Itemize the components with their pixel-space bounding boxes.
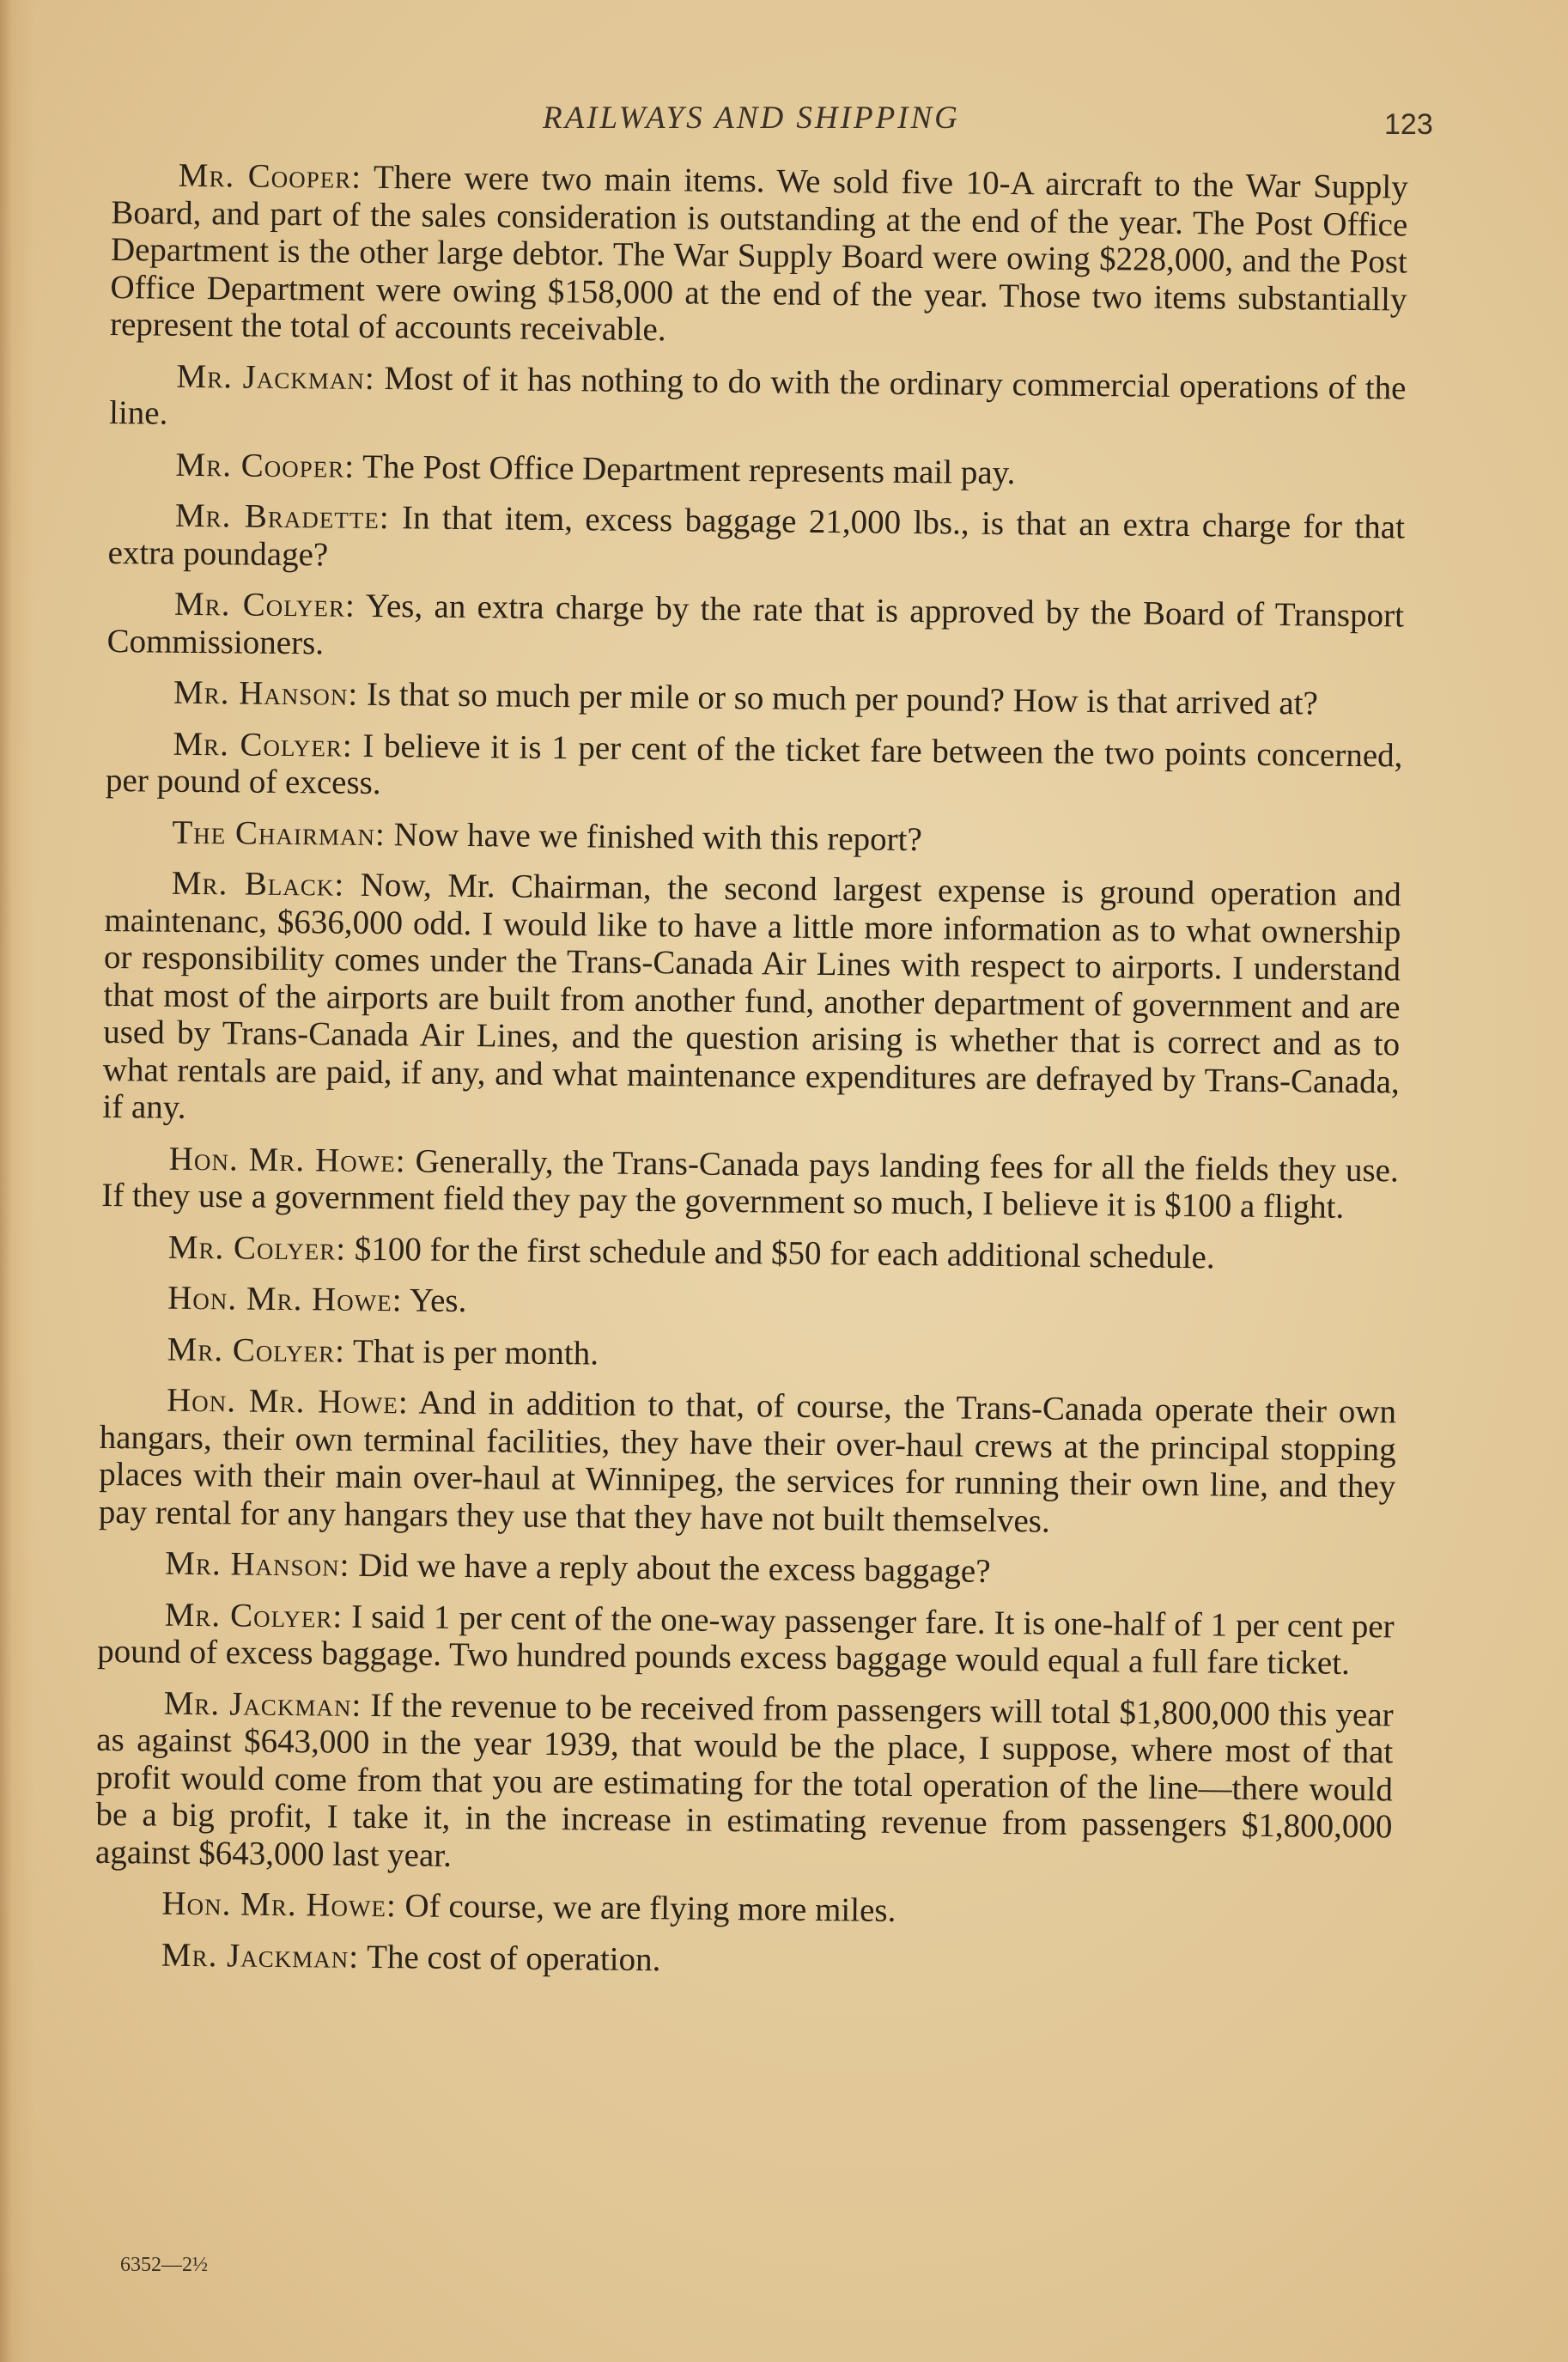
paragraph-text: Generally, the Trans-Canada pays landing fees for all the fields they use. If they use a government field they pay the government so much, I believe it is $100 a flight. — [101, 1141, 1399, 1226]
paragraph — [94, 1935, 1391, 1985]
paragraph-text: Now, Mr. Chairman, the second largest expense is ground operation and maintenanc, $636,000 odd. I would like to have a little more information as to what ownership or responsibility comes under the Trans-Canada Air Lines with respect to airports. I understand that most of the airports are built from another fund, another department of government and are used by Trans-Canada Air Lines, and the question arising is whether that is correct and as to what rentals are paid, if any, and what maintenance expenditures are defrayed by Trans-Canada, if any. — [102, 866, 1402, 1126]
paragraph-text: $100 for the first schedule and $50 for each additional schedule. — [345, 1230, 1215, 1275]
paragraph — [108, 445, 1405, 495]
speaker-name: Mr. Colyer: — [167, 1330, 346, 1370]
paragraph-text: And in addition to that, of course, the Trans-Canada operate their own hangars, their own terminal facilities, they have their over-haul crews at the principal stopping places with their main over-haul at Winnipeg, the services for running their own line, and they pay rental for any hangars they use that they have not built themselves. — [98, 1384, 1397, 1540]
paragraph — [99, 1381, 1397, 1543]
speaker-name: Mr. Hanson: — [165, 1544, 350, 1584]
paragraph — [101, 1227, 1398, 1277]
speaker-name: Hon. Mr. Howe: — [161, 1884, 397, 1925]
paragraph — [107, 496, 1405, 583]
paragraph — [94, 1884, 1391, 1934]
paragraph — [106, 724, 1403, 811]
paragraph-text: Now have we finished with this report? — [385, 815, 922, 858]
paragraph-text: Yes. — [402, 1281, 467, 1320]
paragraph-text: The Post Office Department represents mail pay. — [354, 447, 1016, 491]
paragraph-text: I believe it is 1 per cent of the ticket fare between the two points concerned, per pound of excess. — [105, 727, 1403, 802]
paragraph — [109, 356, 1407, 443]
paragraph-text: I said 1 per cent of the one-way passenger fare. It is one-half of 1 per cent per pound of excess baggage. Two hundred pounds excess baggage would equal a full fare ticket. — [97, 1598, 1395, 1682]
printer-signature-mark: 6352—2½ — [120, 2254, 208, 2276]
speaker-name: The Chairman: — [172, 813, 386, 853]
speaker-name: Mr. Cooper: — [178, 156, 362, 196]
speaker-name: Mr. Jackman: — [163, 1684, 362, 1724]
paragraph-text: Most of it has nothing to do with the ordinary commercial operations of the line. — [108, 359, 1407, 432]
paragraph-text: In that item, excess baggage 21,000 lbs., is that an extra charge for that extra poundage? — [107, 499, 1406, 573]
paragraph — [105, 813, 1401, 862]
paragraph — [101, 1139, 1399, 1226]
transcript-body — [94, 156, 1408, 1999]
paragraph-text: That is per month. — [344, 1332, 599, 1373]
speaker-name: Mr. Colyer: — [164, 1596, 343, 1635]
paragraph-text: Did we have a reply about the excess baggage? — [349, 1546, 991, 1590]
speaker-name: Mr. Colyer: — [173, 725, 353, 764]
paragraph-text: Is that so much per mile or so much per pound? How is that arrived at? — [357, 675, 1319, 722]
speaker-name: Mr. Black: — [171, 864, 345, 904]
speaker-name: Mr. Cooper: — [175, 446, 356, 485]
speaker-name: Mr. Hanson: — [173, 673, 359, 713]
paragraph-text: The cost of operation. — [358, 1938, 661, 1978]
paragraph-text: Yes, an extra charge by the rate that is approved by the Board of Transport Commissioners. — [106, 587, 1405, 661]
paragraph — [100, 1330, 1396, 1379]
speaker-name: Hon. Mr. Howe: — [166, 1381, 409, 1421]
speaker-name: Mr. Colyer: — [167, 1228, 347, 1268]
running-head: RAILWAYS AND SHIPPING — [543, 100, 960, 136]
speaker-name: Mr. Colyer: — [173, 585, 356, 624]
page-number: 123 — [1384, 108, 1433, 141]
speaker-name: Hon. Mr. Howe: — [168, 1140, 406, 1179]
paragraph — [100, 1279, 1397, 1329]
speaker-name: Mr. Bradette: — [174, 496, 390, 537]
paragraph — [110, 156, 1408, 356]
paragraph — [102, 864, 1401, 1138]
speaker-name: Mr. Jackman: — [176, 357, 375, 397]
paragraph — [106, 585, 1404, 672]
paragraph — [106, 673, 1403, 723]
paragraph — [97, 1595, 1395, 1682]
paragraph-text: Of course, we are flying more miles. — [396, 1887, 896, 1929]
speaker-name: Mr. Jackman: — [161, 1936, 360, 1975]
speaker-name: Hon. Mr. Howe: — [167, 1279, 403, 1319]
paragraph — [95, 1683, 1394, 1883]
paragraph — [98, 1544, 1395, 1594]
paragraph-text: There were two main items. We sold five 10-A aircraft to the War Supply Board, and part of the sales consideration is outstanding at the end of the year. The Post Office Department is the other large debtor. The War Supply Board were owing $228,000, and the Post Office Department were owing $158,000 at the end of the year. Those two items substantially represent the total of accounts receivable. — [109, 158, 1408, 349]
paragraph-text: If the revenue to be received from passengers will total $1,800,000 this year as against $643,000 in the year 1939, that would be the place, I suppose, where most of that profit would come from that you are estimating for the total operation of the line—there would be a big profit, I take it, in the increase in estimating revenue from passengers $1,800,000 against $643,000 last year. — [94, 1686, 1394, 1874]
